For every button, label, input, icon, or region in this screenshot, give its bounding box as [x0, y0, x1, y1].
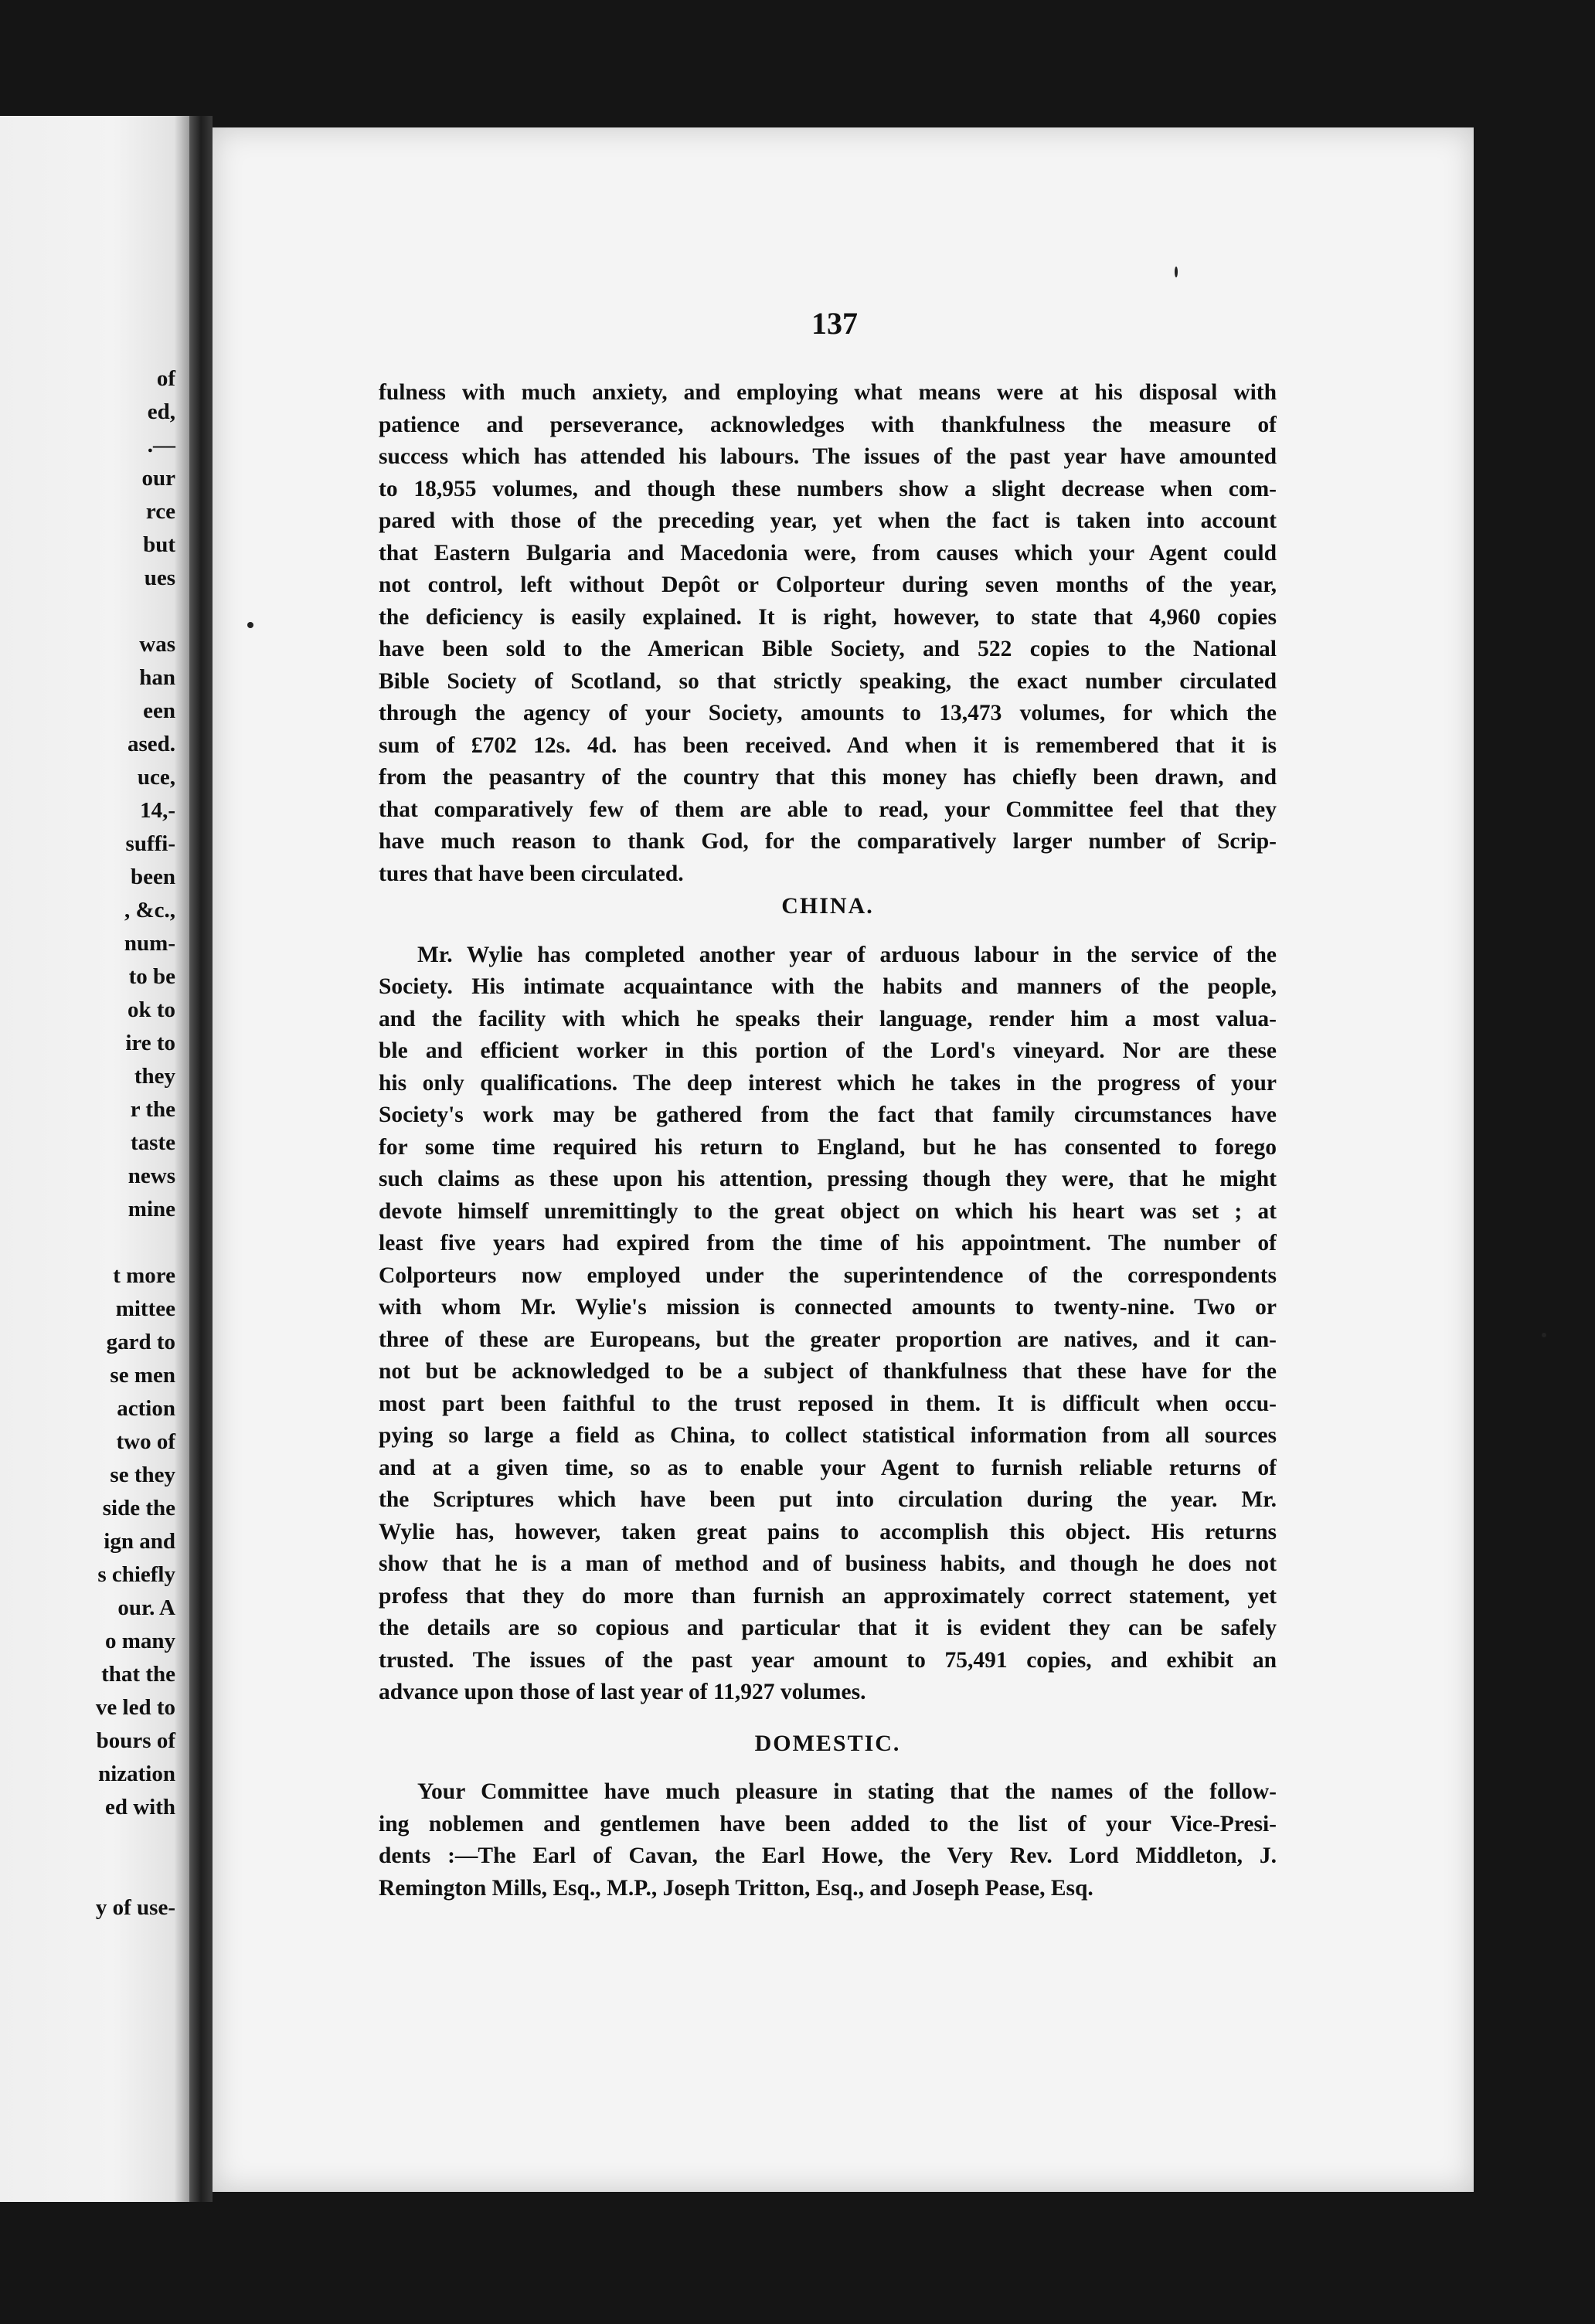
text-line: have been sold to the American Bible Society, and 522 copies to the National: [379, 637, 1277, 661]
left-page-text: they: [134, 1064, 175, 1089]
text-line: not control, left without Depôt or Colporteur during seven months of the year,: [379, 573, 1277, 597]
left-page-text: been: [131, 865, 175, 889]
text-line: devote himself unremittingly to the great object on which his heart was set ; at: [379, 1198, 1277, 1224]
text-line: ble and efficient worker in this portion of the Lord's vineyard. Nor are these: [379, 1038, 1277, 1063]
text-line: that comparatively few of them are able to read, your Committee feel that they: [379, 797, 1277, 822]
text-line: advance upon those of last year of 11,927 volumes.: [379, 1680, 866, 1704]
speck: [1175, 267, 1178, 277]
left-page-text: 14,-: [140, 798, 175, 823]
text-line: Society's work may be gathered from the fact that family circumstances have: [379, 1103, 1277, 1127]
left-page-text: our: [141, 466, 175, 491]
left-page-text: r the: [130, 1097, 175, 1122]
text-line: three of these are Europeans, but the greater proportion are natives, and it can-: [379, 1327, 1277, 1352]
text-line: Remington Mills, Esq., M.P., Joseph Tritton, Esq., and Joseph Pease, Esq.: [379, 1875, 1093, 1901]
left-page-text: of: [156, 366, 175, 391]
left-page-text: .—: [147, 433, 175, 457]
paragraph-china: [379, 939, 1277, 1709]
left-page-text: but: [143, 532, 175, 557]
text-line: tures that have been circulated.: [379, 861, 684, 886]
left-page-fragment: [0, 116, 189, 2202]
paragraph-domestic: [379, 1776, 1277, 1904]
text-line: least five years had expired from the time of his appointment. The number of: [379, 1231, 1277, 1255]
left-page-text: han: [139, 665, 175, 690]
left-page-text: s chiefly: [97, 1562, 175, 1587]
text-line: sum of £702 12s. 4d. has been received. And when it is remembered that it is: [379, 732, 1277, 758]
left-page-text: se they: [110, 1463, 175, 1487]
left-page-text: nization: [98, 1762, 175, 1786]
text-line: from the peasantry of the country that this money has chiefly been drawn, and: [379, 765, 1277, 790]
text-line: not but be acknowledged to be a subject of thankfulness that these have for the: [379, 1359, 1277, 1384]
left-page-text: taste: [131, 1130, 175, 1155]
text-line: profess that they do more than furnish an approximately correct statement, yet: [379, 1583, 1277, 1609]
left-page-text: suffi-: [125, 831, 175, 856]
left-page-text: side the: [102, 1496, 175, 1520]
text-line: success which has attended his labours. The issues of the past year have amounted: [379, 444, 1277, 469]
speck: [247, 622, 253, 628]
left-page-text: news: [128, 1164, 175, 1188]
left-page-text: y of use-: [95, 1895, 175, 1920]
left-page-text: was: [139, 632, 175, 657]
text-line: the Scriptures which have been put into circulation during the year. Mr.: [379, 1487, 1277, 1512]
text-line: the details are so copious and particular that it is evident they can be safely: [379, 1616, 1277, 1640]
text-line: Bible Society of Scotland, so that strictly speaking, the exact number circulated: [379, 668, 1277, 694]
text-line: his only qualifications. The deep interest which he takes in the progress of your: [379, 1070, 1277, 1096]
text-line: that Eastern Bulgaria and Macedonia were, from causes which your Agent could: [379, 540, 1277, 566]
left-page-text: ed,: [147, 399, 175, 424]
text-line: dents :—The Earl of Cavan, the Earl Howe, the Very Rev. Lord Middleton, J.: [379, 1843, 1277, 1868]
left-page-text: o many: [104, 1629, 175, 1653]
speck: [1542, 1333, 1546, 1337]
book-gutter: [189, 116, 213, 2202]
left-page-text: two of: [116, 1429, 175, 1454]
left-page-text: num-: [124, 931, 175, 956]
left-page-text: , &c.,: [124, 898, 175, 922]
text-line: the deficiency is easily explained. It is right, however, to state that 4,960 copies: [379, 604, 1277, 630]
text-line: such claims as these upon his attention, pressing though they were, that he might: [379, 1167, 1277, 1191]
left-page-text: mine: [128, 1197, 175, 1221]
left-page-text: ign and: [104, 1529, 175, 1554]
text-line: Colporteurs now employed under the superintendence of the correspondents: [379, 1262, 1277, 1288]
text-line: most part been faithful to the trust reposed in them. It is difficult when occu-: [379, 1391, 1277, 1416]
left-page-text: bours of: [96, 1728, 175, 1753]
page-number: 137: [811, 306, 858, 341]
text-line: trusted. The issues of the past year amount to 75,491 copies, and exhibit an: [379, 1647, 1277, 1673]
left-page-text: that the: [101, 1662, 175, 1687]
heading-china: CHINA.: [781, 893, 874, 919]
left-page-text: uce,: [137, 765, 175, 790]
left-page-text: gard to: [106, 1330, 175, 1354]
left-page-text: ve led to: [95, 1695, 175, 1720]
left-page-text: to be: [128, 964, 175, 989]
text-line: pying so large a field as China, to collect statistical information from all sources: [379, 1423, 1277, 1448]
page-body: [379, 377, 1277, 1904]
text-line: Society. His intimate acquaintance with the habits and manners of the people,: [379, 974, 1277, 999]
left-page-text: t more: [113, 1263, 175, 1288]
text-line: and at a given time, so as to enable your Agent to furnish reliable returns of: [379, 1455, 1277, 1480]
text-line: have much reason to thank God, for the comparatively larger number of Scrip-: [379, 829, 1277, 854]
text-line: for some time required his return to England, but he has consented to forego: [379, 1134, 1277, 1160]
heading-domestic: DOMESTIC.: [754, 1730, 901, 1756]
text-line: Wylie has, however, taken great pains to accomplish this object. His returns: [379, 1519, 1277, 1544]
paragraph-bulgaria: [379, 377, 1277, 890]
text-line: patience and perseverance, acknowledges with thankfulness the measure of: [379, 412, 1277, 437]
left-page-text: se men: [110, 1363, 175, 1388]
text-line: show that he is a man of method and of business habits, and though he does not: [379, 1551, 1277, 1576]
left-page-text: ased.: [127, 732, 175, 756]
text-line: and the facility with which he speaks their language, render him a most valua-: [379, 1006, 1277, 1031]
left-page-text: ed with: [104, 1795, 175, 1819]
text-line: to 18,955 volumes, and though these numbers show a slight decrease when com-: [379, 476, 1277, 501]
text-line: ing noblemen and gentlemen have been added to the list of your Vice-Presi-: [379, 1811, 1277, 1836]
left-page-text: rce: [145, 499, 175, 524]
text-line: with whom Mr. Wylie's mission is connected amounts to twenty-nine. Two or: [379, 1295, 1277, 1320]
left-page-text: ire to: [125, 1031, 175, 1055]
text-line: Your Committee have much pleasure in stating that the names of the follow-: [417, 1779, 1277, 1804]
left-page-text: ues: [144, 566, 175, 590]
left-page-text: mittee: [115, 1296, 175, 1321]
left-page-text: ok to: [127, 997, 175, 1022]
left-page-text: action: [117, 1396, 175, 1421]
left-page-text: our. A: [117, 1595, 175, 1620]
left-page-text: een: [143, 698, 175, 723]
text-line: fulness with much anxiety, and employing what means were at his disposal with: [379, 380, 1277, 405]
text-line: pared with those of the preceding year, yet when the fact is taken into account: [379, 508, 1277, 533]
text-line: Mr. Wylie has completed another year of arduous labour in the service of the: [417, 942, 1277, 967]
text-line: through the agency of your Society, amounts to 13,473 volumes, for which the: [379, 701, 1277, 725]
